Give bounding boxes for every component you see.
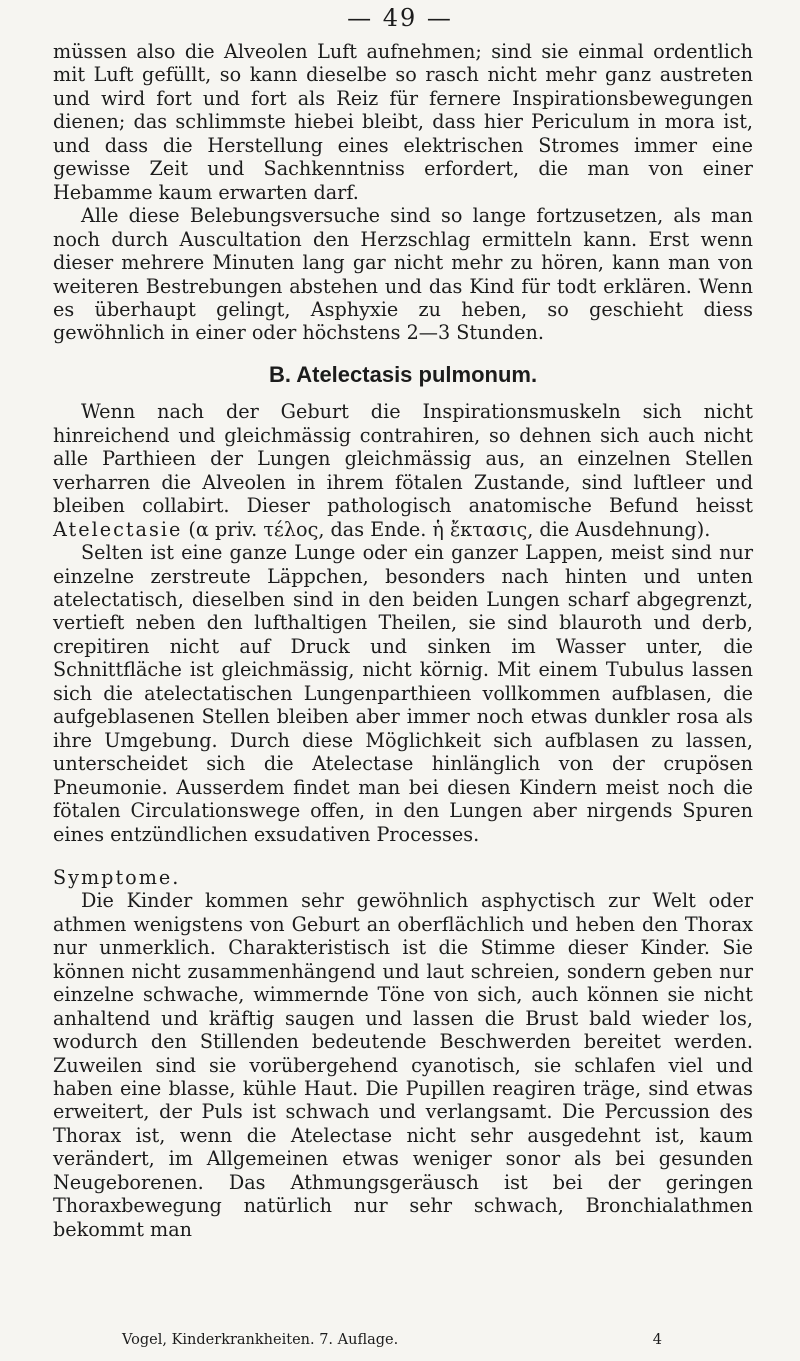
paragraph-1: müssen also die Alveolen Luft aufnehmen; sind sie einmal ordentlich mit Luft gefüllt, so kann dieselbe so rasch nicht mehr ganz austreten und wird fort und fort als Reiz für fernere Inspirationsbewegungen dienen; das schlimmste hiebei bleibt, dass hier Periculum in mora ist, und dass die Herstellung eines elektrischen Stromes immer eine gewisse Zeit und Sachkenntniss erfordert, die man von einer Hebamme kaum erwarten darf. [53, 40, 753, 204]
footer-signature: Vogel, Kinderkrankheiten. 7. Auflage. [122, 1332, 399, 1348]
paragraph-4: Selten ist eine ganze Lunge oder ein ganzer Lappen, meist sind nur einzelne zerstreute Läppchen, besonders nach hinten und unten atelectatisch, dieselben sind in den beiden Lungen scharf abgegrenzt, vertieft neben den lufthaltigen Theilen, sie sind blauroth und derb, crepitiren nicht auf Druck und sinken im Wasser unter, die Schnittfläche ist gleichmässig, nicht körnig. Mit einem Tubulus lassen sich die atelectatischen Lungenparthieen vollkommen aufblasen, die aufgeblasenen Stellen bleiben aber immer noch etwas dunkler rosa als ihre Umgebung. Durch diese Möglichkeit sich aufblasen zu lassen, unterscheidet sich die Atelectase hinlänglich von der crupösen Pneumonie. Ausserdem findet man bei diesen Kindern meist noch die fötalen Circulationswege offen, in den Lungen aber nirgends Spuren eines entzündlichen exsudativen Processes. [53, 541, 753, 846]
subheading-symptome: Symptome. [53, 865, 181, 889]
paragraph-3-start: Wenn nach der Geburt die Inspirationsmuskeln sich nicht hinreichend und gleichmässig contrahiren, so dehnen sich auch nicht alle Parthieen der Lungen gleichmässig aus, an einzelnen Stellen verharren die Alveolen in ihrem fötalen Zustande, sind luftleer und bleiben collabirt. Dieser pathologisch anatomische Befund heisst [53, 400, 753, 518]
page-number: — 49 — [347, 4, 453, 32]
paragraph-3-end: (α priv. τέλος, das Ende. ἡ ἔκτασις, die Ausdehnung). [188, 517, 711, 541]
footer [122, 1332, 662, 1348]
paragraph-3 [53, 400, 753, 541]
paragraph-2: Alle diese Belebungsversuche sind so lange fortzusetzen, als man noch durch Auscultation den Herzschlag ermitteln kann. Erst wenn dieser mehrere Minuten lang gar nicht mehr zu hören, kann man von weiteren Bestrebungen abstehen und das Kind für todt erklären. Wenn es überhaupt gelingt, Asphyxie zu heben, so geschieht diess gewöhnlich in einer oder höchstens 2—3 Stunden. [53, 204, 753, 345]
section-heading: B. Atelectasis pulmonum. [268, 361, 538, 387]
paragraph-5: Die Kinder kommen sehr gewöhnlich asphyctisch zur Welt oder athmen wenigstens von Geburt an oberflächlich und heben den Thorax nur unmerklich. Charakteristisch ist die Stimme dieser Kinder. Sie können nicht zusammenhängend und laut schreien, sondern geben nur einzelne schwache, wimmernde Töne von sich, auch können sie nicht anhaltend und kräftig saugen und lassen die Brust bald wieder los, wodurch den Stillenden bedeutende Beschwerden bereitet werden. Zuweilen sind sie vorübergehend cyanotisch, sie schlafen viel und haben eine blasse, kühle Haut. Die Pupillen reagiren träge, sind etwas erweitert, der Puls ist schwach und verlangsamt. Die Percussion des Thorax ist, wenn die Atelectase nicht sehr ausgedehnt ist, kaum verändert, im Allgemeinen etwas weniger sonor als bei gesunden Neugeborenen. Das Athmungsgeräusch ist bei der geringen Thoraxbewegung natürlich nur sehr schwach, Bronchialathmen bekommt man [53, 889, 753, 1241]
term-atelectasie: Atelectasie [53, 517, 183, 541]
footer-sheet-number: 4 [652, 1332, 662, 1348]
body-text [53, 40, 753, 1241]
